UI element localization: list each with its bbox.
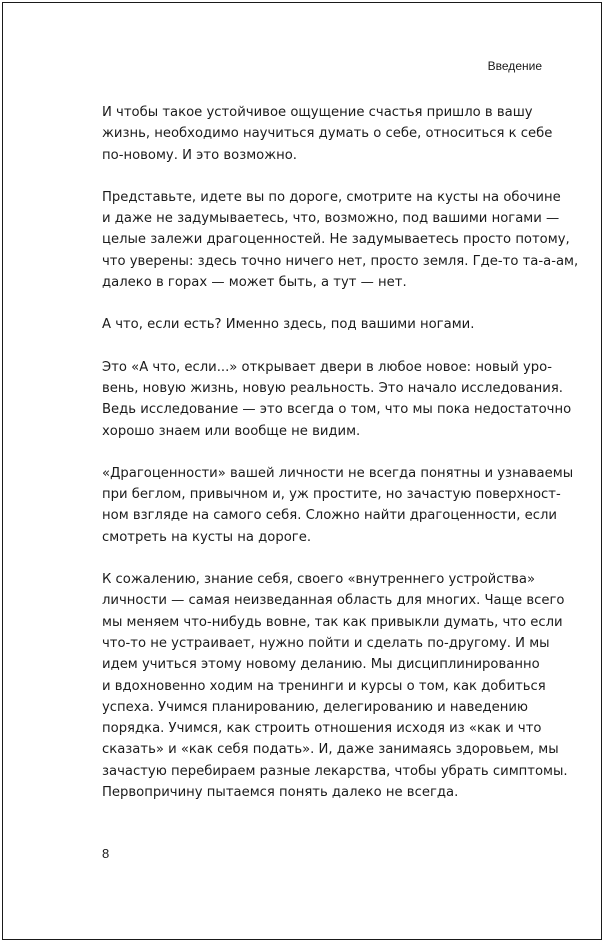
body-text [102,102,579,824]
text-line: что-то не устраивает, нужно пойти и сделать по-другому. И мы [102,635,550,651]
text-line: «Драгоценности» вашей личности не всегда понятны и узнаваемы [102,465,574,481]
text-line: Ведь исследование — это всегда о том, что мы пока недостаточно [102,402,572,418]
text-line: хорошо знаем или вообще не видим. [102,423,361,439]
text-line: смотреть на кусты на дороге. [102,529,312,545]
running-title: Введение [487,59,542,73]
text-line: зачастую перебираем разные лекарства, чтобы убрать симптомы. [102,763,568,779]
text-line: А что, если есть? Именно здесь, под вашими ногами. [102,317,475,333]
book-page [2,2,602,940]
page-number: 8 [102,846,110,861]
text-line: целые залежи драгоценностей. Не задумываетесь просто потому, [102,232,570,248]
text-line: Первопричину пытаемся понять далеко не всегда. [102,785,459,801]
text-line: мы меняем что-нибудь вовне, так как привыкли думать, что если [102,614,563,630]
text-line: сказать» и «как себя подать». И, даже занимаясь здоровьем, мы [102,742,559,758]
text-line: К сожалению, знание себя, своего «внутреннего устройства» [102,572,536,588]
text-line: и даже не задумываетесь, что, возможно, под вашими ногами — [102,211,560,227]
text-line: далеко в горах — может быть, а тут — нет. [102,275,407,291]
text-line: и вдохновенно ходим на тренинги и курсы о том, как добиться [102,678,546,694]
text-line: Это «А что, если...» открывает двери в любое новое: новый уро- [102,359,552,375]
text-line: личности — самая неизведанная область для многих. Чаще всего [102,593,565,609]
paragraph [102,102,562,166]
text-line: вень, новую жизнь, новую реальность. Это начало исследования. [102,380,563,396]
text-line: при беглом, привычном и, уж простите, но зачастую поверхност- [102,487,561,503]
paragraph [102,187,579,293]
paragraph [102,569,568,803]
text-line: успеха. Учимся планированию, делегированию и наведению [102,699,529,715]
text-line: идем учиться этому новому деланию. Мы дисциплинированно [102,657,540,673]
text-line: жизнь, необходимо научиться думать о себе, относиться к себе [102,126,553,142]
text-line: по-новому. И это возможно. [102,147,297,163]
paragraph [102,314,562,335]
paragraph [102,463,574,548]
text-line: Представьте, идете вы по дороге, смотрите на кусты на обочине [102,189,561,205]
text-line: И чтобы такое устойчивое ощущение счастья пришло в вашу [102,105,533,120]
text-line: порядка. Учимся, как строить отношения исходя из «как и что [102,721,542,737]
text-line: что уверены: здесь точно ничего нет, просто земля. Где-то та-а-ам, [102,253,579,269]
paragraph [102,357,572,442]
text-line: ном взгляде на самого себя. Сложно найти драгоценности, если [102,508,557,524]
